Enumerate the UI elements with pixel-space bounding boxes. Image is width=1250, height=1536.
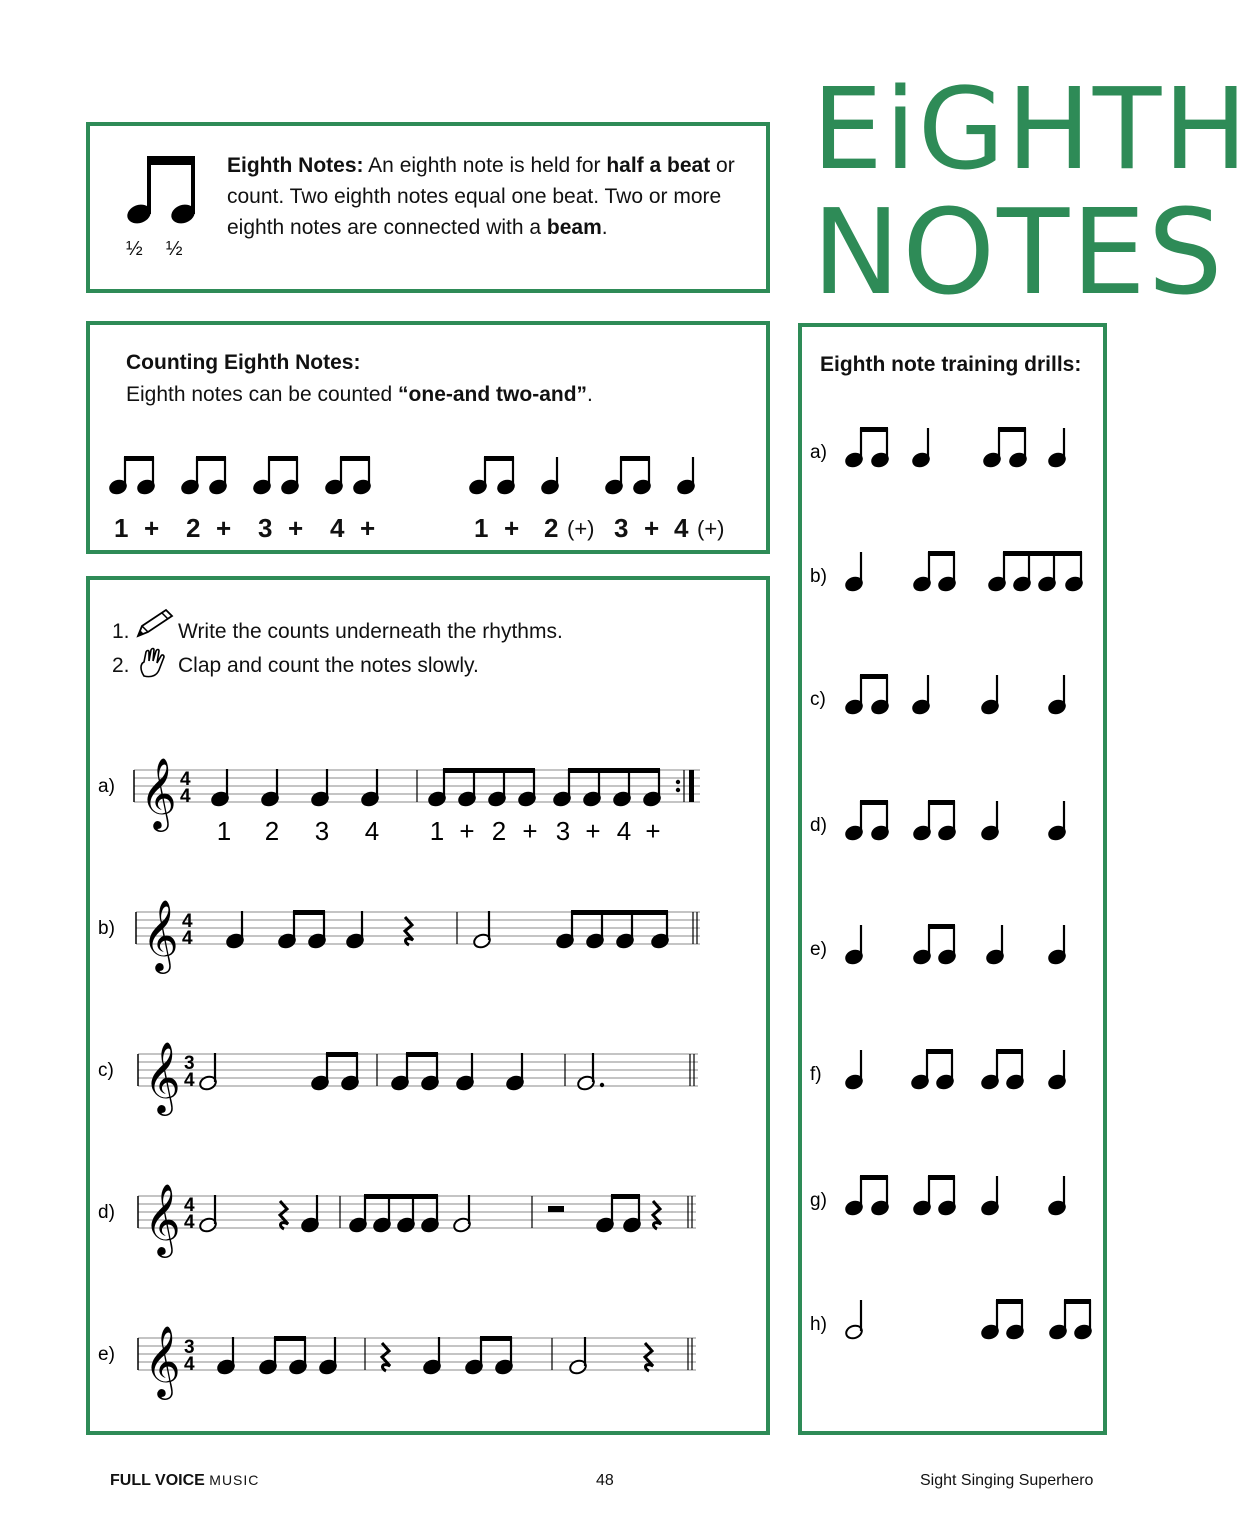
count-label: 3 — [555, 816, 571, 846]
drills-heading: Eighth note training drills: — [820, 353, 1082, 376]
count-label: + — [522, 816, 538, 846]
treble-clef-icon: 𝄞 — [144, 1040, 181, 1113]
count-label: 1 — [216, 816, 232, 846]
step-1: 1. — [112, 620, 130, 643]
treble-clef-icon: 𝄞 — [144, 1324, 181, 1397]
time-signature-bottom: 4 — [182, 928, 193, 949]
count-label: 2 — [264, 816, 280, 846]
step-1-text: Write the counts underneath the rhythms. — [178, 620, 563, 643]
intro-text: Eighth Notes: An eighth note is held for half a beat or count. Two eighth notes equal one beat. Two or more eighth notes are connected with a beam. — [227, 154, 735, 239]
drill-label: h) — [810, 1314, 827, 1335]
beam — [928, 800, 955, 805]
counting-box: Counting Eighth Notes: Eighth notes can be counted “one-and two-and”. 1 + 2 + 3 + 4 + 1 + 2 (+) 3 + 4 (+) — [86, 321, 770, 554]
beam — [926, 1049, 953, 1054]
footer-book-title: Sight Singing Superhero — [920, 1472, 1094, 1489]
time-signature-top: 4 — [180, 769, 191, 790]
fraction-half: ½ — [165, 238, 183, 260]
drill-label: b) — [810, 566, 827, 587]
treble-clef-icon: 𝄞 — [144, 1182, 181, 1255]
drill-label: g) — [810, 1190, 827, 1211]
row-label: a) — [98, 776, 115, 797]
beam — [996, 1049, 1023, 1054]
step-2-text: Clap and count the notes slowly. — [178, 654, 479, 677]
counting-heading: Counting Eighth Notes: — [126, 351, 361, 374]
beam — [1064, 1299, 1091, 1304]
count-label: 2 — [491, 816, 507, 846]
drill-label: c) — [810, 689, 826, 710]
count-label: 4 — [616, 816, 632, 846]
row-label: c) — [98, 1060, 114, 1081]
drill-label: a) — [810, 442, 827, 463]
beam — [996, 1299, 1023, 1304]
time-signature-top: 4 — [182, 911, 193, 932]
beam — [860, 674, 888, 679]
drill-label: e) — [810, 939, 827, 960]
page-title-line2: NOTES — [812, 183, 1225, 321]
fraction-half: ½ — [126, 238, 143, 260]
beam — [928, 1175, 955, 1180]
page-number: 48 — [596, 1472, 614, 1489]
drill-label: f) — [810, 1064, 822, 1085]
count-label: 3 — [314, 816, 330, 846]
beam — [860, 800, 888, 805]
beam — [1003, 551, 1082, 556]
counting-text: Eighth notes can be counted “one-and two-and”. — [126, 383, 593, 406]
beam — [860, 1175, 888, 1180]
time-signature-top: 3 — [184, 1337, 195, 1358]
time-signature-bottom: 4 — [184, 1070, 195, 1091]
step-2: 2. — [112, 654, 130, 677]
beam — [998, 427, 1026, 432]
time-signature-bottom: 4 — [184, 1212, 195, 1233]
row-label: d) — [98, 1202, 115, 1223]
count-label: 1 — [429, 816, 445, 846]
treble-clef-icon: 𝄞 — [140, 756, 177, 829]
count-label: + — [585, 816, 601, 846]
beam — [860, 427, 888, 432]
row-label: e) — [98, 1344, 115, 1365]
intro-term: Eighth Notes: — [227, 154, 364, 177]
time-signature-top: 4 — [184, 1195, 195, 1216]
row-label: b) — [98, 918, 115, 939]
beam — [928, 924, 955, 929]
count-label: + — [459, 816, 475, 846]
time-signature-top: 3 — [184, 1053, 195, 1074]
beam — [928, 551, 955, 556]
time-signature-bottom: 4 — [180, 786, 191, 807]
time-signature-bottom: 4 — [184, 1354, 195, 1375]
count-label: + — [645, 816, 661, 846]
footer-brand: FULL VOICE MUSIC — [110, 1472, 260, 1489]
count-label: 4 — [364, 816, 380, 846]
treble-clef-icon: 𝄞 — [142, 898, 179, 971]
drill-label: d) — [810, 815, 827, 836]
page-title-line1: EiGHTH — [812, 65, 1250, 195]
